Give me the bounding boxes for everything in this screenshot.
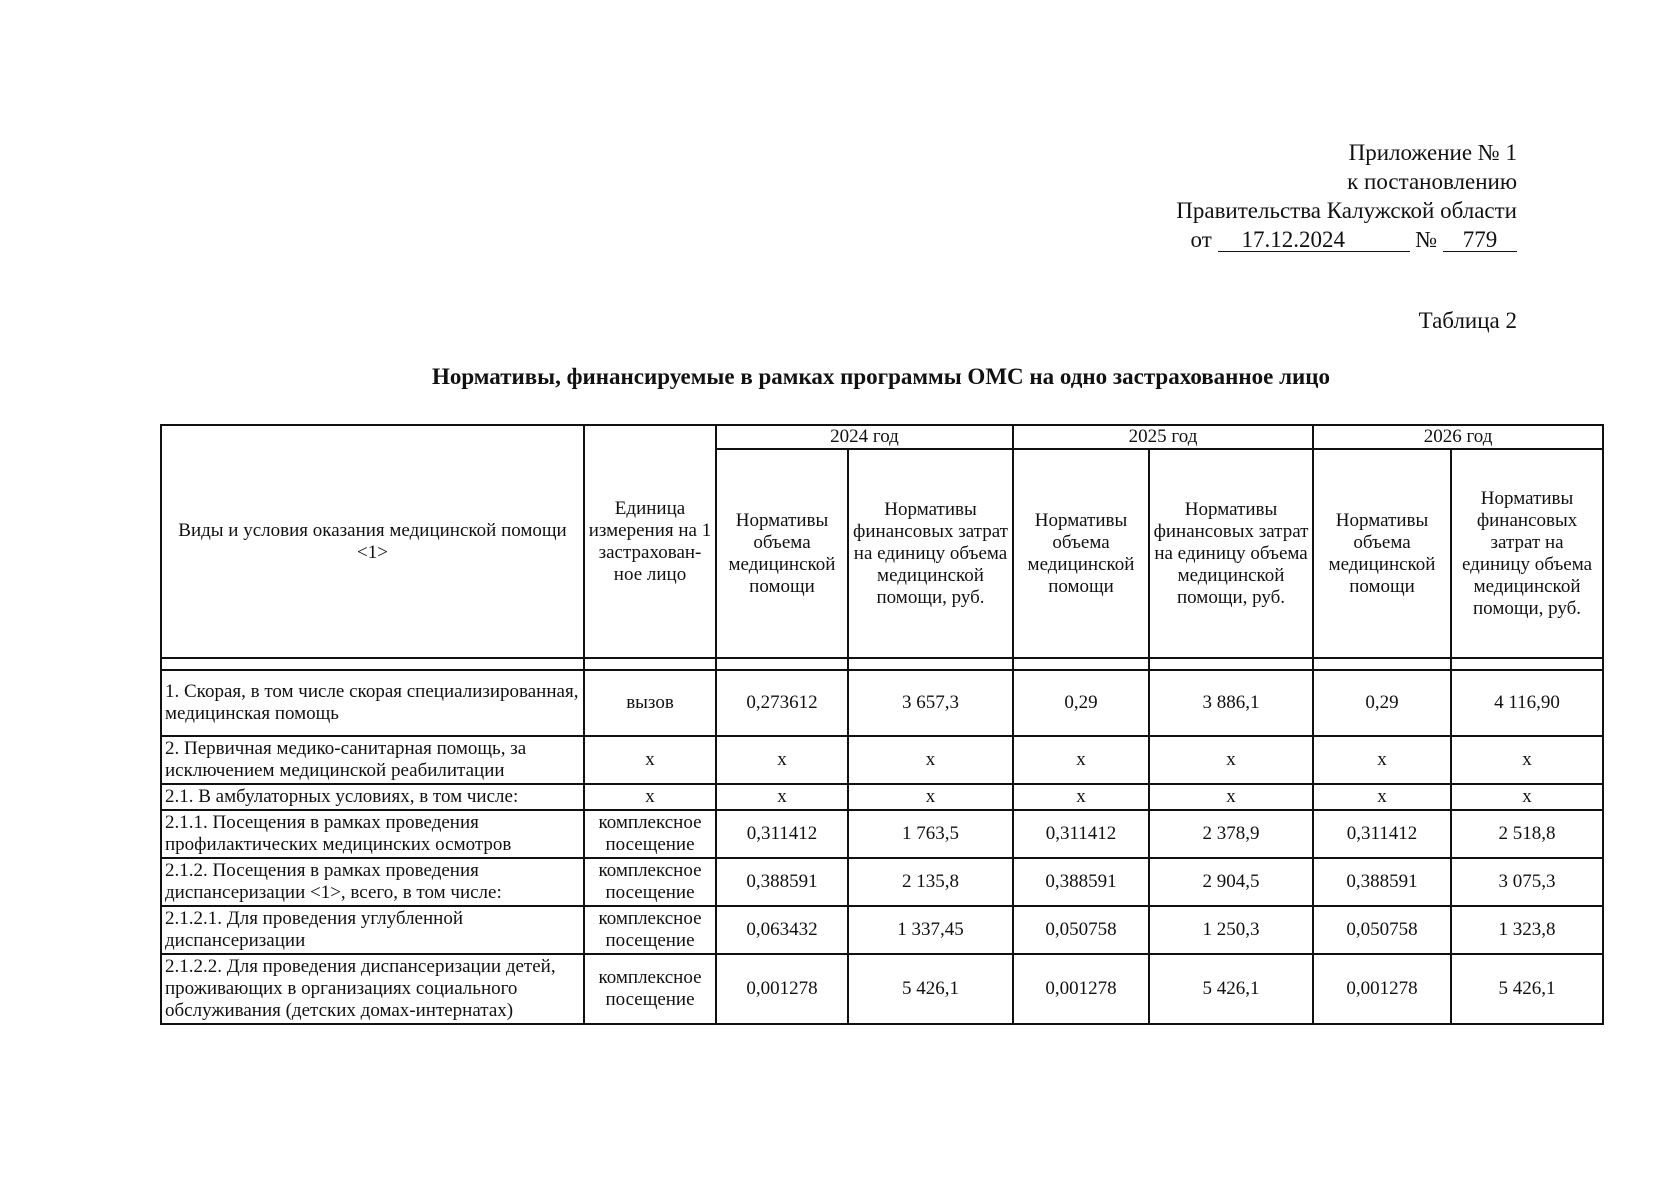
cell-value: х	[1149, 784, 1313, 810]
cell-value: 5 426,1	[1451, 954, 1603, 1024]
cell-value: 3 886,1	[1149, 670, 1313, 736]
cell-value: х	[848, 784, 1013, 810]
cell-value: 0,29	[1013, 670, 1149, 736]
cell-value: 3 657,3	[848, 670, 1013, 736]
cell-value: 5 426,1	[848, 954, 1013, 1024]
table-row	[161, 784, 1603, 810]
col-header-type: Виды и условия оказания медицинской помощи <1>	[161, 425, 584, 658]
cell-value: х	[848, 736, 1013, 784]
separator-row	[161, 658, 1603, 670]
year-header: 2026 год	[1313, 425, 1603, 449]
row-unit: комплексное посещение	[584, 810, 716, 858]
col-header-unit: Единица измерения на 1 застрахован-ное лицо	[584, 425, 716, 658]
cell-value: 2 135,8	[848, 858, 1013, 906]
cell-value: х	[1313, 736, 1451, 784]
cell-value: х	[1013, 784, 1149, 810]
row-unit: вызов	[584, 670, 716, 736]
cell-value: 0,050758	[1013, 906, 1149, 954]
cell-value: 2 518,8	[1451, 810, 1603, 858]
table-row	[161, 670, 1603, 736]
norms-table	[160, 424, 1604, 1025]
number-prefix: №	[1415, 227, 1438, 252]
approval-line-2: к постановлению	[1347, 169, 1517, 194]
separator-cell	[1451, 658, 1603, 670]
approval-date-line	[1176, 225, 1517, 254]
sub-header-volume: Нормативы объема медицинской помощи	[1013, 449, 1149, 658]
cell-value: х	[716, 784, 848, 810]
sub-header-cost: Нормативы финансовых затрат на единицу объема медицинской помощи, руб.	[1149, 449, 1313, 658]
year-header: 2025 год	[1013, 425, 1313, 449]
cell-value: 0,001278	[716, 954, 848, 1024]
cell-value: х	[1451, 784, 1603, 810]
sub-header-volume: Нормативы объема медицинской помощи	[716, 449, 848, 658]
cell-value: 0,311412	[1313, 810, 1451, 858]
row-name: 2.1.2.1. Для проведения углубленной диспансеризации	[161, 906, 584, 954]
cell-value: 0,29	[1313, 670, 1451, 736]
separator-cell	[848, 658, 1013, 670]
cell-value: х	[716, 736, 848, 784]
row-unit: комплексное посещение	[584, 954, 716, 1024]
cell-value: х	[1013, 736, 1149, 784]
separator-cell	[1149, 658, 1313, 670]
table-label: Таблица 2	[1418, 308, 1517, 333]
cell-value: 0,311412	[716, 810, 848, 858]
approval-line-1: Приложение № 1	[1348, 140, 1517, 165]
approval-number: 779	[1443, 229, 1517, 252]
cell-value: 0,001278	[1313, 954, 1451, 1024]
table-row	[161, 906, 1603, 954]
cell-value: 0,388591	[1013, 858, 1149, 906]
sub-header-volume: Нормативы объема медицинской помощи	[1313, 449, 1451, 658]
approval-date: 17.12.2024	[1218, 229, 1410, 252]
separator-cell	[161, 658, 584, 670]
cell-value: х	[1451, 736, 1603, 784]
cell-value: 0,063432	[716, 906, 848, 954]
cell-value: 0,388591	[1313, 858, 1451, 906]
separator-cell	[584, 658, 716, 670]
separator-cell	[716, 658, 848, 670]
row-name: 2.1. В амбулаторных условиях, в том числе:	[161, 784, 584, 810]
row-unit: комплексное посещение	[584, 858, 716, 906]
separator-cell	[1013, 658, 1149, 670]
row-unit: комплексное посещение	[584, 906, 716, 954]
cell-value: 2 904,5	[1149, 858, 1313, 906]
cell-value: 0,388591	[716, 858, 848, 906]
row-name: 2.1.2. Посещения в рамках проведения диспансеризации <1>, всего, в том числе:	[161, 858, 584, 906]
cell-value: 4 116,90	[1451, 670, 1603, 736]
table-row	[161, 736, 1603, 784]
table-row	[161, 810, 1603, 858]
table-row	[161, 954, 1603, 1024]
cell-value: 1 250,3	[1149, 906, 1313, 954]
row-name: 2.1.2.2. Для проведения диспансеризации детей, проживающих в организациях социального обслуживания (детских домах-интернатах)	[161, 954, 584, 1024]
cell-value: 0,001278	[1013, 954, 1149, 1024]
cell-value: 0,311412	[1013, 810, 1149, 858]
table-row	[161, 858, 1603, 906]
cell-value: 1 337,45	[848, 906, 1013, 954]
separator-cell	[1313, 658, 1451, 670]
document-title: Нормативы, финансируемые в рамках программы ОМС на одно застрахованное лицо	[431, 364, 1331, 389]
year-header: 2024 год	[716, 425, 1013, 449]
cell-value: 1 763,5	[848, 810, 1013, 858]
cell-value: 1 323,8	[1451, 906, 1603, 954]
row-name: 1. Скорая, в том числе скорая специализированная, медицинская помощь	[161, 670, 584, 736]
cell-value: х	[1149, 736, 1313, 784]
cell-value: 2 378,9	[1149, 810, 1313, 858]
cell-value: 3 075,3	[1451, 858, 1603, 906]
row-name: 2.1.1. Посещения в рамках проведения профилактических медицинских осмотров	[161, 810, 584, 858]
cell-value: 0,050758	[1313, 906, 1451, 954]
cell-value: х	[1313, 784, 1451, 810]
cell-value: 0,273612	[716, 670, 848, 736]
date-prefix: от	[1190, 227, 1212, 252]
row-unit: х	[584, 736, 716, 784]
sub-header-cost: Нормативы финансовых затрат на единицу объема медицинской помощи, руб.	[1451, 449, 1603, 658]
approval-block	[1176, 138, 1517, 254]
row-unit: х	[584, 784, 716, 810]
approval-line-3: Правительства Калужской области	[1176, 198, 1517, 223]
header-row-years	[161, 425, 1603, 449]
sub-header-cost: Нормативы финансовых затрат на единицу объема медицинской помощи, руб.	[848, 449, 1013, 658]
cell-value: 5 426,1	[1149, 954, 1313, 1024]
row-name: 2. Первичная медико-санитарная помощь, за исключением медицинской реабилитации	[161, 736, 584, 784]
